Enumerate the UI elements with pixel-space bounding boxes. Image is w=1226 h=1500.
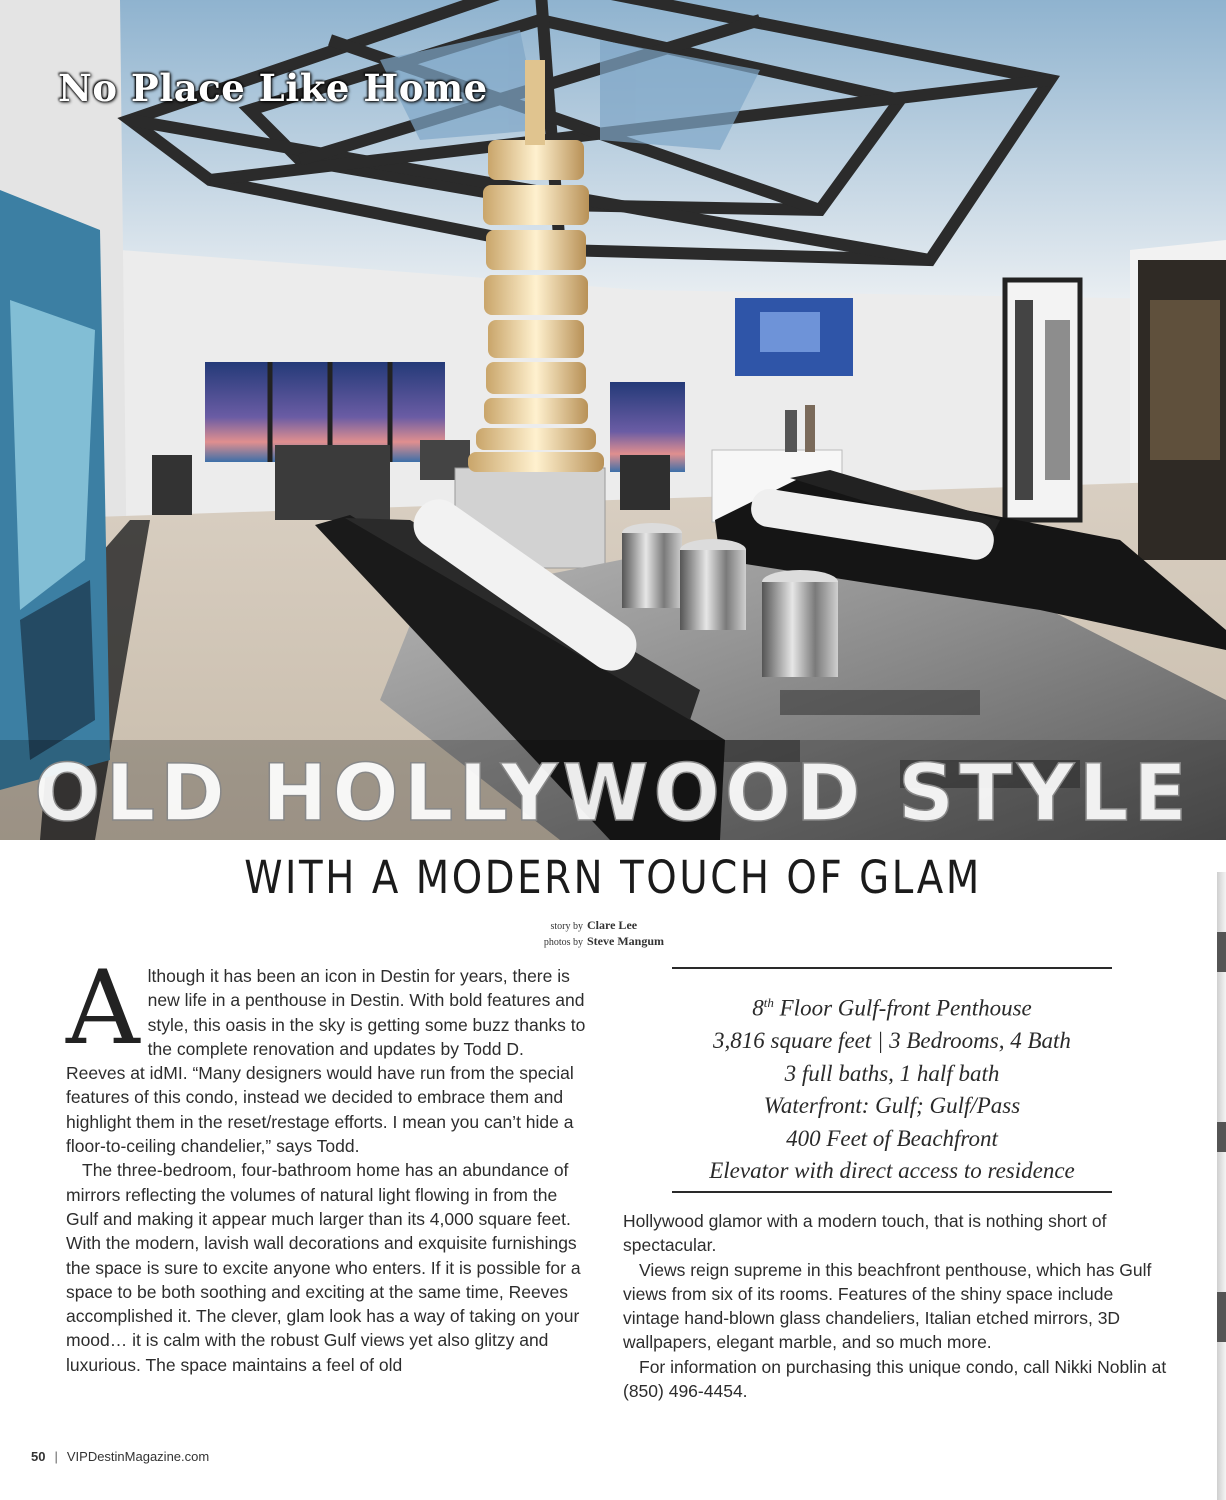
paragraph-text: lthough it has been an icon in Destin for years, there is new life in a penthouse in Destin. With bold features and style, this oasis in the sky is getting some buzz thanks to the complete renovation and updates by Todd D. Reeves at idMI. “Many designers would have run from the special features of this condo, instead we decided to embrace them and highlight them in the reset/restage efforts. I mean you can’t hide a floor-to-ceiling chandelier,” says Todd. (66, 966, 586, 1157)
paragraph: The three-bedroom, four-bathroom home has an abundance of mirrors reflecting the volumes of natural light flowing in from the Gulf and making it appear much larger than its 4,000 square feet. With the modern, lavish wall decorations and exquisite furnishings the space is sure to excite anyone who enters. If it is possible for a space to be both soothing and exciting at the same time, Reeves accomplished it. The clever, glam look has a way of taking on your mood… it is calm with the robust Gulf views yet also glitzy and luxurious. The space maintains a feel of old (66, 1160, 581, 1375)
floor-number: 8 (752, 995, 764, 1021)
next-page-edge (1217, 872, 1226, 1500)
story-credit (480, 918, 740, 934)
article-body-right (623, 1209, 1168, 1403)
paragraph: For information on purchasing this unique condo, call Nikki Noblin at (850) 496-4454. (623, 1356, 1167, 1402)
article-body-left (66, 949, 586, 1377)
subtitle: WITH A MODERN TOUCH OF GLAM (244, 851, 982, 904)
photos-label: photos by (543, 937, 583, 948)
byline (480, 918, 740, 950)
paragraph (66, 949, 586, 1158)
story-label: story by (550, 921, 583, 932)
drop-cap: A (66, 949, 140, 1068)
paragraph: Views reign supreme in this beachfront penthouse, which has Gulf views from six of its rooms. Features of the shiny space include vintage hand-blown glass chandeliers, Italian etched mirrors, 3D wallpapers, elegant marble, and so much more. (623, 1259, 1152, 1353)
fact-waterfront: Waterfront: Gulf; Gulf/Pass (763, 1093, 1021, 1119)
fact-baths: 3 full baths, 1 half bath (784, 1060, 1000, 1086)
fact-beachfront: 400 Feet of Beachfront (786, 1125, 998, 1151)
page-number: 50 (31, 1449, 46, 1464)
fact-elevator: Elevator with direct access to residence (709, 1158, 1075, 1184)
photo-credit (480, 934, 740, 950)
floor-suffix: th (763, 995, 774, 1010)
website-link[interactable]: VIPDestinMagazine.com (66, 1449, 210, 1464)
paragraph: Hollywood glamor with a modern touch, that is nothing short of spectacular. (623, 1211, 1107, 1256)
page-footer (31, 1449, 209, 1464)
story-author: Clare Lee (587, 918, 638, 932)
fact-floor (672, 987, 1112, 1025)
floor-description: Floor Gulf-front Penthouse (773, 995, 1032, 1021)
footer-separator: | (54, 1449, 58, 1464)
main-title: OLD HOLLYWOOD STYLE (34, 749, 1192, 839)
photographer: Steve Mangum (587, 934, 664, 948)
fact-size: 3,816 square feet | 3 Bedrooms, 4 Bath (713, 1028, 1071, 1054)
property-facts-box (672, 967, 1112, 1193)
section-title: No Place Like Home (58, 66, 488, 110)
